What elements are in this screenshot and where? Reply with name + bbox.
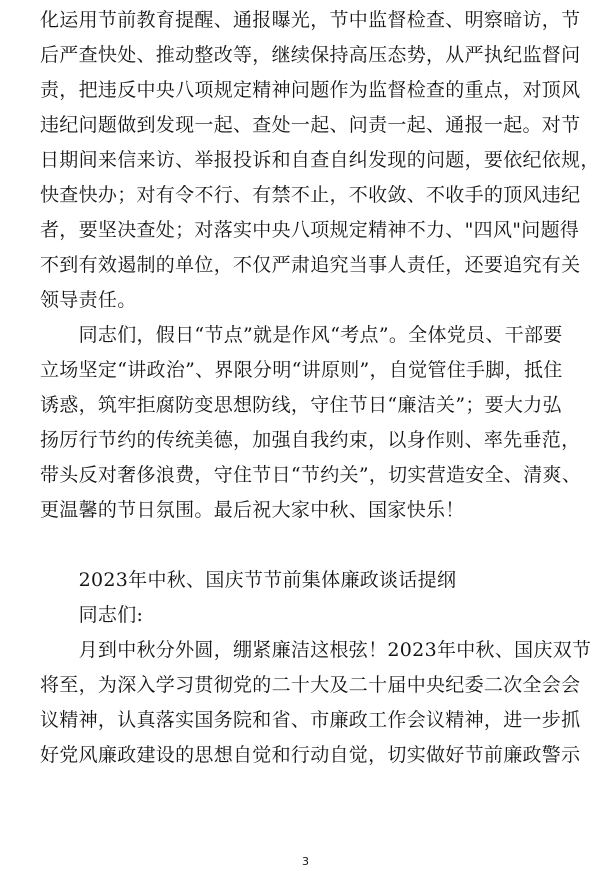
body-text-line: 立场坚定“讲政治”、界限分明“讲原则”，自觉管住手脚，抵住 (40, 359, 563, 381)
body-text-line: 领导责任。 (40, 289, 137, 311)
body-text-line: 月到中秋分外圆，绷紧廉洁这根弦！2023年中秋、国庆双节 (40, 639, 592, 661)
body-text-line: 将至，为深入学习贯彻党的二十大及二十届中央纪委二次全会会 (40, 674, 581, 696)
body-text-line: 诱惑，筑牢拒腐防变思想防线，守住节日“廉洁关”；要大力弘 (40, 394, 562, 416)
body-text-line: 扬厉行节约的传统美德，加强自我约束，以身作则、率先垂范， (40, 429, 581, 451)
section-title: 2023年中秋、国庆节节前集体廉政谈话提纲 (40, 569, 457, 591)
body-text-line: 日期间来信来访、举报投诉和自查自纠发现的问题，要依纪依规， (40, 149, 600, 171)
body-text-line: 化运用节前教育提醒、通报曝光，节中监督检查、明察暗访，节 (40, 9, 581, 31)
body-text-line: 违纪问题做到发现一起、查处一起、问责一起、通报一起。对节 (40, 114, 581, 136)
body-text-line: 者，要坚决查处；对落实中央八项规定精神不力、"四风"问题得 (40, 219, 580, 241)
body-text-line: 不到有效遏制的单位，不仅严肃追究当事人责任，还要追究有关 (40, 254, 581, 276)
page-number: 3 (302, 855, 309, 868)
body-text-line: 好党风廉政建设的思想自觉和行动自觉，切实做好节前廉政警示 (40, 744, 581, 766)
body-text-line: 更温馨的节日氛围。最后祝大家中秋、国家快乐！ (40, 499, 465, 521)
body-text-line: 议精神，认真落实国务院和省、市廉政工作会议精神，进一步抓 (40, 709, 581, 731)
salutation: 同志们: (40, 604, 144, 626)
body-text-line: 同志们，假日“节点”就是作风“考点”。全体党员、干部要 (40, 324, 563, 346)
body-text-line: 责，把违反中央八项规定精神问题作为监督检查的重点，对顶风 (40, 79, 581, 101)
body-text-line: 快查快办；对有令不行、有禁不止，不收敛、不收手的顶风违纪 (40, 184, 581, 206)
body-text-line: 后严查快处、推动整改等，继续保持高压态势，从严执纪监督问 (40, 44, 581, 66)
body-text-line: 带头反对奢侈浪费，守住节日“节约关”，切实营造安全、清爽、 (40, 464, 582, 486)
